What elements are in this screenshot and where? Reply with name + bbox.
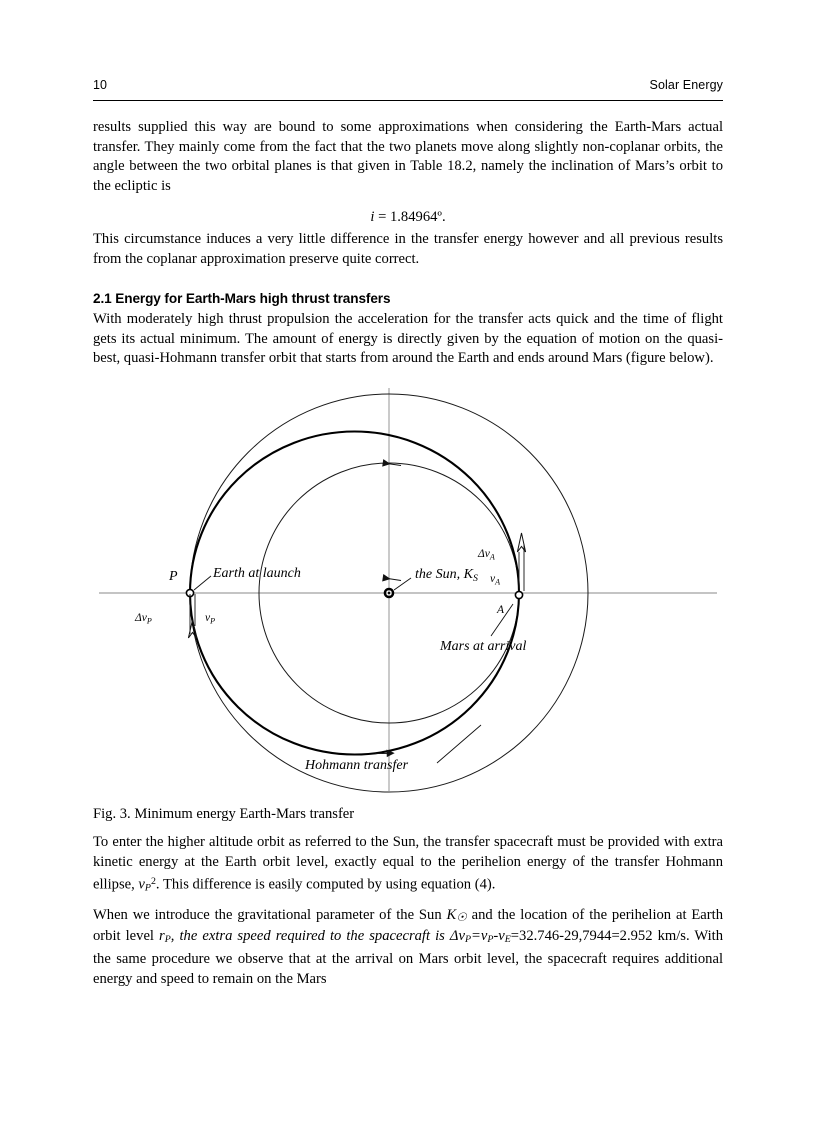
header-divider — [93, 100, 723, 101]
delta-v-a-vector — [517, 533, 525, 591]
para4-var-sup: 2 — [150, 876, 156, 888]
para5-text-2: and the location of the perihelion at Earth orbit level — [93, 907, 723, 945]
page-number: 10 — [93, 78, 108, 92]
paragraph-gravitational-parameter — [93, 906, 723, 989]
para4-text-2: . This difference is easily computed by using equation (4). — [155, 876, 496, 893]
paragraph-circumstance: This circumstance induces a very little difference in the transfer energy however and all previous results from the coplanar approximation preserve quite correct. — [93, 231, 723, 267]
earth-launch-leader-line — [194, 576, 211, 590]
mars-at-arrival-label: Mars at arrival — [440, 639, 527, 654]
running-header — [93, 78, 723, 100]
figure-caption: Fig. 3. Minimum energy Earth-Mars transfer — [93, 806, 355, 822]
perihelion-point-label: P — [169, 569, 178, 584]
apohelion-point-marker — [515, 591, 522, 598]
delta-v-a-label: $\Delta v_A$ — [478, 548, 495, 562]
para5-var-k: K — [446, 907, 457, 923]
earth-at-launch-label: Earth at launch — [213, 566, 301, 581]
para5-r-sub: P — [164, 934, 171, 946]
para4-text-1: To enter the higher altitude orbit as referred to the Sun, the transfer spacecraft must be provided with extra kinetic energy at the Earth orbit level, exactly equal to the perihelion energy of the transfer Hohmann ellipse, — [93, 834, 723, 893]
para5-text-4: =v — [471, 928, 488, 945]
hohmann-transfer-label: Hohmann transfer — [305, 758, 409, 773]
sun-label: the Sun, $K_S$ — [415, 567, 478, 584]
para5-dvp-sub: P — [464, 934, 471, 946]
hohmann-leader-line — [437, 725, 481, 763]
delta-v-p-label: $\Delta v_P$ — [135, 612, 152, 626]
para5-text-5: -v — [493, 928, 505, 945]
paragraph-higher-altitude — [93, 833, 723, 898]
display-equation-inclination — [93, 208, 723, 228]
para5-var-r: r — [159, 928, 165, 945]
equation-symbol: i — [370, 209, 375, 225]
paragraph-high-thrust: With moderately high thrust propulsion the acceleration for the transfer acts quick and the time of flight gets its actual minimum. The amount of energy is directly given by the equation of motion on the quasi-best, quasi-Hohmann transfer orbit that starts from around the Earth and ends around Mars (figure below). — [93, 311, 723, 367]
para5-ve-sub: E — [504, 934, 511, 946]
para5-text-1: When we introduce the gravitational parameter of the Sun — [93, 907, 447, 923]
book-title: Solar Energy — [649, 78, 723, 92]
apohelion-point-label: A — [497, 604, 505, 616]
figure-earth-mars-transfer — [93, 382, 723, 797]
para5-text-6: =32.746-29,7944=2.952 km/s. With the same procedure we observe that at the arrival on Mars orbit level, the spacecraft requires additional energy and speed to remain on the Mars — [93, 928, 723, 987]
para5-vp-sub: P — [487, 934, 494, 946]
section-heading-2-1: 2.1 Energy for Earth-Mars high thrust transfers — [93, 291, 391, 306]
equation-value: = 1.84964º. — [378, 209, 446, 225]
v-a-label: $v_A$ — [490, 573, 501, 587]
v-p-label: $v_P$ — [205, 612, 216, 626]
paragraph-intro: results supplied this way are bound to some approximations when considering the Earth-Mars actual transfer. They mainly come from the fact that the two planets move along slightly non-coplanar orbits, the angle between the two orbital planes is that given in Table 18.2, namely the inclination of Mars’s orbit to the ecliptic is — [93, 119, 723, 194]
para5-text-3: , the extra speed required to the spacecraft is Δv — [170, 928, 465, 945]
para5-k-sub: ☉ — [456, 910, 467, 924]
para4-var-v: v — [138, 876, 145, 893]
para4-var-sub: P — [144, 882, 151, 894]
